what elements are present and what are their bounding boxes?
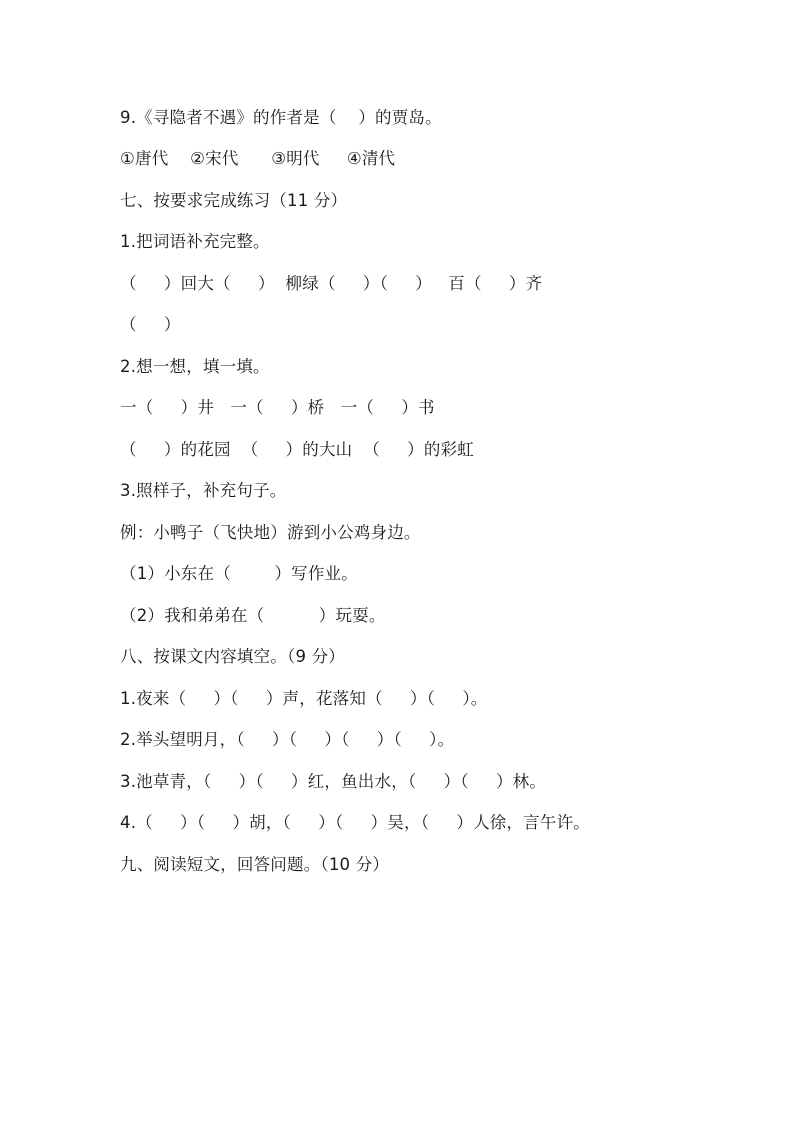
section-9-heading: 九、阅读短文，回答问题。（10 分）	[120, 855, 390, 874]
section-8-q3: 3.池草青，（ ）（ ）红，鱼出水，（ ）（ ）林。	[120, 772, 547, 791]
section-8-q4: 4.（ ）（ ）胡，（ ）（ ）吴，（ ）人徐，言午许。	[120, 813, 590, 832]
section-7-q3-item-2: （2）我和弟弟在（ ）玩耍。	[120, 606, 386, 625]
question-9: 9.《寻隐者不遇》的作者是（ ）的贾岛。	[120, 108, 442, 127]
section-7-q3: 3.照样子，补充句子。	[120, 481, 287, 500]
section-7-q2-blanks-1: 一（ ）井 一（ ）桥 一（ ）书	[120, 398, 435, 417]
section-7-q1-blanks-cont: （ ）	[120, 315, 181, 334]
section-7-q1-blanks: （ ）回大（ ） 柳绿（ ）（ ） 百（ ）齐	[120, 274, 543, 293]
section-7-heading: 七、按要求完成练习（11 分）	[120, 191, 348, 210]
section-7-q2: 2.想一想，填一填。	[120, 357, 270, 376]
section-7-q1: 1.把词语补充完整。	[120, 232, 270, 251]
section-7-q3-item-1: （1）小东在（ ）写作业。	[120, 564, 358, 583]
section-8-q1: 1.夜来（ ）（ ）声，花落知（ ）（ ）。	[120, 689, 488, 708]
section-8-q2: 2.举头望明月，（ ）（ ）（ ）（ ）。	[120, 730, 455, 749]
question-9-options: ①唐代 ②宋代 ③明代 ④清代	[120, 149, 396, 168]
section-7-q2-blanks-2: （ ）的花园 （ ）的大山 （ ）的彩虹	[120, 440, 474, 459]
section-8-heading: 八、按课文内容填空。（9 分）	[120, 647, 345, 666]
section-7-q3-example: 例：小鸭子（飞快地）游到小公鸡身边。	[120, 523, 421, 542]
